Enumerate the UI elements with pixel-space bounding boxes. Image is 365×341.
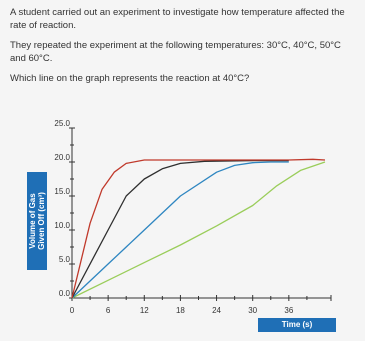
series-line-3 bbox=[72, 162, 289, 298]
series-line-4 bbox=[72, 162, 325, 298]
y-tick-label: 10.0 bbox=[54, 221, 70, 230]
x-tick-label: 30 bbox=[248, 306, 258, 315]
question-intro: A student carried out an experiment to investigate how temperature affected the rate of reaction. bbox=[10, 7, 345, 31]
temps-prefix: They repeated the experiment at the following temperatures: bbox=[10, 40, 267, 51]
y-tick-label: 5.0 bbox=[58, 255, 70, 264]
temp-60: and 60°C. bbox=[10, 53, 53, 64]
y-axis-label-line2: Given Off (cm³) bbox=[37, 192, 46, 250]
question-prompt: Which line on the graph represents the reaction at 40°C? bbox=[10, 73, 250, 84]
series-line-1 bbox=[72, 159, 325, 298]
y-tick-label: 0.0 bbox=[58, 289, 70, 298]
temp-50: 50°C bbox=[319, 40, 341, 51]
x-tick-label: 6 bbox=[105, 306, 111, 315]
x-tick-label: 0 bbox=[69, 306, 75, 315]
y-axis-label-line1: Volume of Gas bbox=[28, 193, 37, 249]
series-line-2 bbox=[72, 161, 289, 298]
x-axis-label: Time (s) bbox=[258, 318, 336, 332]
y-tick-label: 25.0 bbox=[54, 119, 70, 128]
temp-30: 30°C, bbox=[266, 40, 294, 51]
x-tick-label: 12 bbox=[139, 306, 149, 315]
temp-40: 40°C, bbox=[293, 40, 320, 51]
x-tick-label: 36 bbox=[284, 306, 294, 315]
x-tick-label: 24 bbox=[212, 306, 222, 315]
x-tick-label: 18 bbox=[175, 306, 185, 315]
y-tick-label: 15.0 bbox=[54, 187, 70, 196]
y-tick-label: 20.0 bbox=[54, 153, 70, 162]
y-axis-label bbox=[28, 192, 46, 250]
